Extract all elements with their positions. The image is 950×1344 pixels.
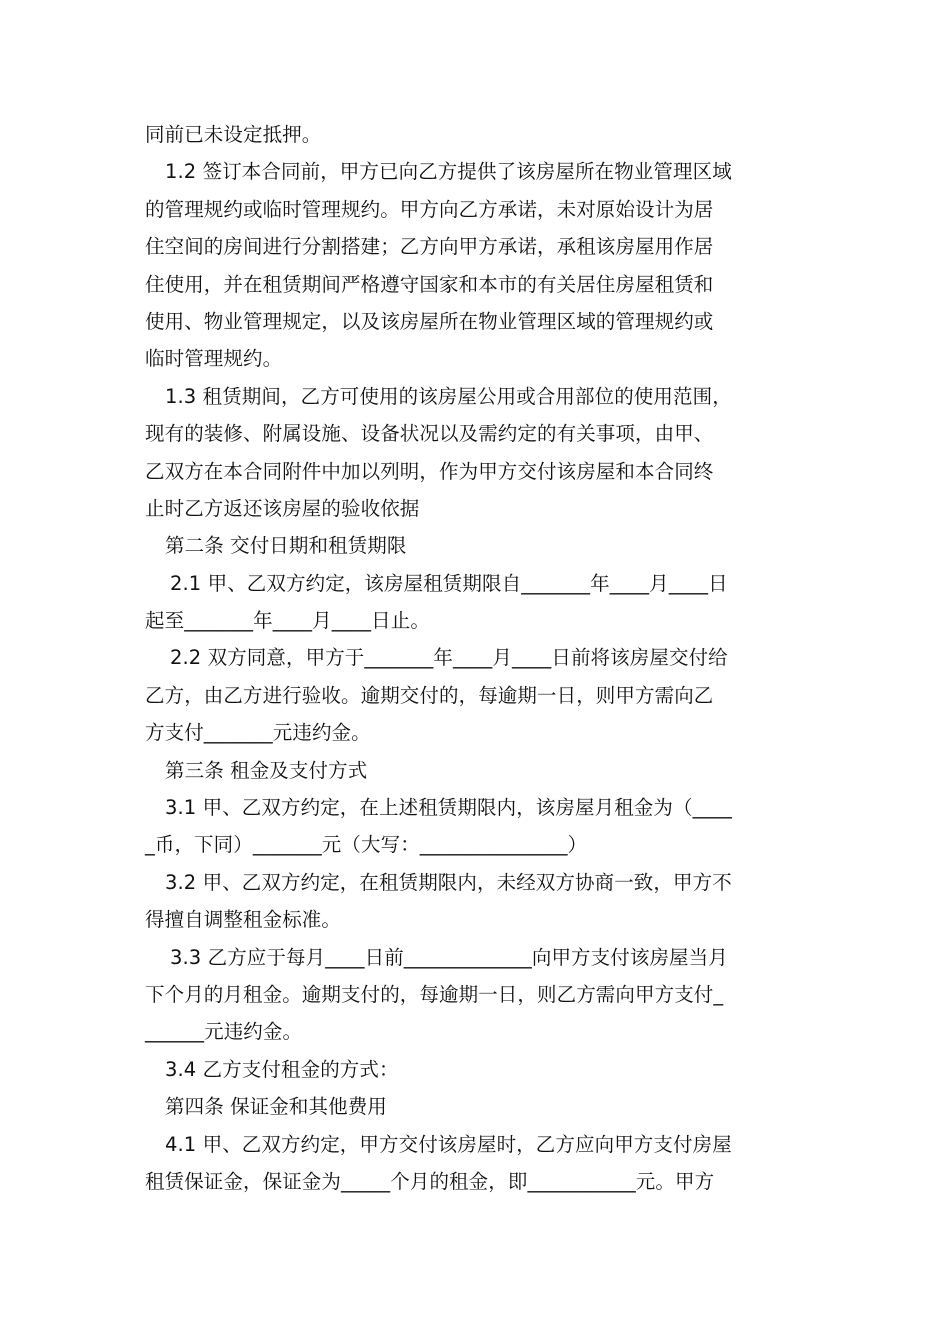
text-line: 下个月的月租金。逾期支付的，每逾期一日，则乙方需向甲方支付_ xyxy=(145,982,724,1006)
clause-2-2: 2.2 双方同意，甲方于_______年____月____日前将该房屋交付给 xyxy=(170,646,728,670)
section-heading-article-2: 第二条 交付日期和租赁期限 xyxy=(165,534,407,558)
text-line: 现有的装修、附属设施、设备状况以及需约定的有关事项，由甲、 xyxy=(145,422,714,446)
clause-1-2: 1.2 签订本合同前，甲方已向乙方提供了该房屋所在物业管理区域 xyxy=(165,160,732,184)
clause-3-3: 3.3 乙方应于每月____日前_____________向甲方支付该房屋当月 xyxy=(170,945,728,969)
section-heading-article-3: 第三条 租金及支付方式 xyxy=(165,758,368,782)
text-line: ______元违约金。 xyxy=(145,1020,303,1044)
text-line: 方支付_______元违约金。 xyxy=(145,721,371,745)
clause-1-3: 1.3 租赁期间，乙方可使用的该房屋公用或合用部位的使用范围， xyxy=(165,384,732,408)
text-line: 起至_______年____月____日止。 xyxy=(145,609,430,633)
section-heading-article-4: 第四条 保证金和其他费用 xyxy=(165,1095,387,1119)
clause-3-2: 3.2 甲、乙双方约定，在租赁期限内，未经双方协商一致，甲方不 xyxy=(165,870,732,894)
text-line: 使用、物业管理规定，以及该房屋所在物业管理区域的管理规约或 xyxy=(145,309,714,333)
document-body xyxy=(145,116,805,1200)
clause-3-1: 3.1 甲、乙双方约定，在上述租赁期限内，该房屋月租金为（____ xyxy=(165,796,733,820)
text-line: 住使用，并在租赁期间严格遵守国家和本市的有关居住房屋租赁和 xyxy=(145,272,714,296)
clause-3-4: 3.4 乙方支付租金的方式： xyxy=(165,1057,399,1081)
clause-2-1: 2.1 甲、乙双方约定，该房屋租赁期限自_______年____月____日 xyxy=(170,571,728,595)
text-line: 止时乙方返还该房屋的验收依据 xyxy=(145,496,420,520)
text-line: 同前已未设定抵押。 xyxy=(145,123,322,146)
text-line: 乙方，由乙方进行验收。逾期交付的，每逾期一日，则甲方需向乙 xyxy=(145,683,714,707)
clause-4-1: 4.1 甲、乙双方约定，甲方交付该房屋时，乙方应向甲方支付房屋 xyxy=(165,1132,732,1156)
text-line: 临时管理规约。 xyxy=(145,347,283,371)
text-line: 租赁保证金，保证金为_____个月的租金，即___________元。甲方 xyxy=(145,1169,715,1193)
text-line: _币，下同）_______元（大写：_______________） xyxy=(145,833,588,857)
text-line: 的管理规约或临时管理规约。甲方向乙方承诺，未对原始设计为居 xyxy=(145,197,714,221)
text-line: 乙双方在本合同附件中加以列明，作为甲方交付该房屋和本合同终 xyxy=(145,459,714,483)
text-line: 得擅自调整租金标准。 xyxy=(145,908,342,932)
text-line: 住空间的房间进行分割搭建；乙方向甲方承诺，承租该房屋用作居 xyxy=(145,235,714,259)
